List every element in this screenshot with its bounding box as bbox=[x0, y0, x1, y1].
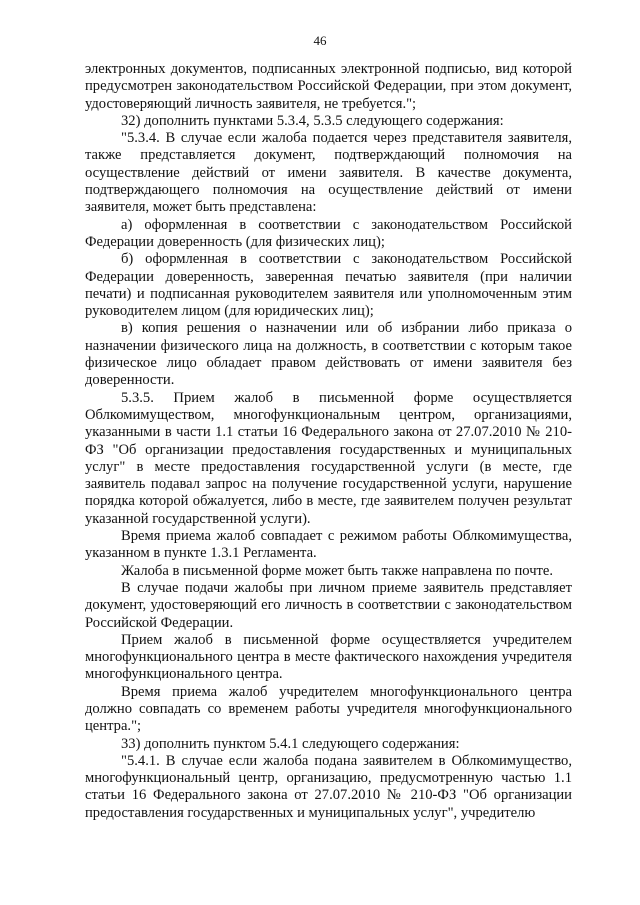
paragraph-5-4-1: "5.4.1. В случае если жалоба подана заявителем в Облкомимущество, многофункциональный центр, организацию, предусмотренную частью 1.1 статьи 16 Федерального закона от 27.07.2010 № 210-ФЗ "Об организации предоставления государственных и муниципальных услуг", учредителю bbox=[85, 752, 572, 821]
page-number: 46 bbox=[313, 33, 327, 48]
paragraph-5-3-5: 5.3.5. Прием жалоб в письменной форме осуществляется Облкомимуществом, многофункциональным центром, организациями, указанными в части 1.1 статьи 16 Федерального закона от 27.07.2010 № 210-ФЗ "Об организации предоставления государственных и муниципальных услуг" в месте предоставления государственной услуги (в месте, где заявитель подавал запрос на получение государственной услуги, нарушение порядка которой обжалуется, либо в месте, где заявителем получен результат указанной государственной услуги). bbox=[85, 389, 572, 527]
paragraph-subitem-b: б) оформленная в соответствии с законодательством Российской Федерации доверенность, заверенная печатью заявителя (при наличии печати) и подписанная руководителем заявителя или уполномоченным этим руководителем лицом (для юридических лиц); bbox=[85, 251, 572, 320]
paragraph-mail: Жалоба в письменной форме может быть также направлена по почте. bbox=[121, 562, 554, 579]
paragraph-personal-reception: В случае подачи жалобы при личном приеме заявитель представляет документ, удостоверяющий его личность в соответствии с законодательством Российской Федерации. bbox=[85, 579, 572, 631]
paragraph-item-33: 33) дополнить пунктом 5.4.1 следующего содержания: bbox=[121, 735, 460, 752]
paragraph-continuation: электронных документов, подписанных электронной подписью, вид которой предусмотрен законодательством Российской Федерации, при этом документ, удостоверяющий личность заявителя, не требуется."; bbox=[85, 61, 572, 112]
paragraph-reception-time: Время приема жалоб совпадает с режимом работы Облкомимущества, указанном в пункте 1.3.1 Регламента. bbox=[85, 528, 572, 562]
paragraph-5-3-4: "5.3.4. В случае если жалоба подается через представителя заявителя, также представляется документ, подтверждающий полномочия на осуществление действий от имени заявителя. В качестве документа, подтверждающего полномочия на осуществление действий от имени заявителя, может быть представлена: bbox=[85, 130, 572, 216]
paragraph-founder-reception: Прием жалоб в письменной форме осуществляется учредителем многофункционального центра в месте фактического нахождения учредителя многофункционального центра. bbox=[85, 631, 572, 683]
paragraph-subitem-v: в) копия решения о назначении или об избрании либо приказа о назначении физического лица на должность, в соответствии с которым такое физическое лицо обладает правом действовать от имени заявителя без доверенности. bbox=[85, 320, 572, 389]
paragraph-item-32: 32) дополнить пунктами 5.3.4, 5.3.5 следующего содержания: bbox=[121, 112, 504, 129]
paragraph-subitem-a: а) оформленная в соответствии с законодательством Российской Федерации доверенность (для физических лиц); bbox=[85, 216, 572, 250]
paragraph-founder-time: Время приема жалоб учредителем многофункционального центра должно совпадать со временем работы учредителя многофункционального центра."; bbox=[85, 683, 572, 735]
document-body bbox=[85, 61, 572, 822]
